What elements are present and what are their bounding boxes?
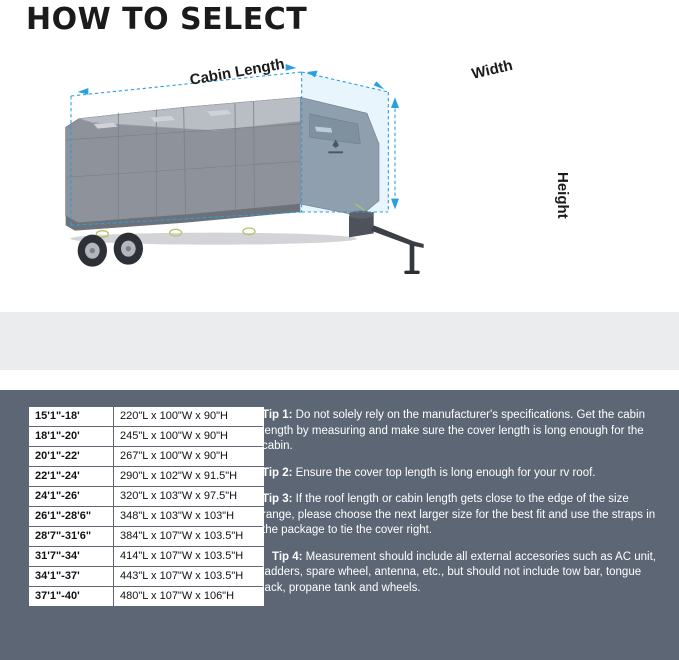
label-height: Height [554,172,571,219]
table-row [29,587,265,607]
size-dims: 267"L x 100"W x 90"H [114,447,265,467]
table-row [29,547,265,567]
size-dims: 480"L x 107"W x 106"H [114,587,265,607]
tips-list [262,408,660,607]
table-row [29,427,265,447]
tip-label: Tip 4: [272,550,303,563]
table-row [29,567,265,587]
size-range: 31'7"-34' [29,547,114,567]
propane-box [349,211,374,238]
wheel-front [78,235,107,267]
tip-label: Tip 2: [262,466,293,479]
tip-text: Ensure the cover top length is long enough for your rv roof. [295,466,596,479]
size-range: 24'1"-26' [29,487,114,507]
tip-text: Measurement should include all external accesories such as AC unit, ladders, spare wheel, antenna, etc., but should not include tow bar, tongue jack, propane tank and wheels. [262,550,656,594]
size-dims: 320"L x 103"W x 97.5"H [114,487,265,507]
size-table [28,406,265,607]
rv-illustration [0,44,679,389]
label-width: Width [470,56,515,83]
ground-strip [0,312,679,370]
table-row [29,527,265,547]
size-dims: 290"L x 102"W x 91.5"H [114,467,265,487]
rv-shadow [70,233,357,245]
tip-item [262,408,660,455]
tip-item [262,466,660,482]
table-row [29,467,265,487]
size-range: 37'1"-40' [29,587,114,607]
page-title: HOW TO SELECT [26,2,308,37]
spec-panel [0,390,679,660]
tip-item [262,550,660,597]
trailer-tongue [371,225,424,248]
size-dims: 245"L x 100"W x 90"H [114,427,265,447]
tip-label: Tip 1: [262,409,293,421]
wheel-rear [114,233,143,265]
table-row [29,447,265,467]
size-range: 28'7"-31'6" [29,527,114,547]
label-cabin-length: Cabin Length [188,55,286,89]
size-dims: 384"L x 107"W x 103.5"H [114,527,265,547]
tip-item [262,492,660,539]
measure-face [302,72,389,212]
tip-text: If the roof length or cabin length gets close to the edge of the size range, please choose the next larger size for the best fit and use the straps in the package to tie the cover right. [262,493,656,536]
size-dims: 443"L x 107"W x 103.5"H [114,567,265,587]
size-dims: 414"L x 107"W x 103.5"H [114,547,265,567]
size-range: 15'1"-18' [29,407,114,427]
jack-foot [404,271,419,274]
tip-label: Tip 3: [262,493,293,505]
tongue-jack [410,244,415,272]
table-row [29,487,265,507]
size-range: 18'1"-20' [29,427,114,447]
size-range: 34'1"-37' [29,567,114,587]
size-range: 22'1"-24' [29,467,114,487]
size-dims: 220"L x 100"W x 90"H [114,407,265,427]
table-row [29,407,265,427]
size-dims: 348"L x 103"W x 103"H [114,507,265,527]
size-range: 20'1"-22' [29,447,114,467]
table-row [29,507,265,527]
tip-text: Do not solely rely on the manufacturer's specifications. Get the cabin length by measuring and make sure the cover length is long enough for the cabin. [262,409,645,452]
size-range: 26'1"-28'6" [29,507,114,527]
